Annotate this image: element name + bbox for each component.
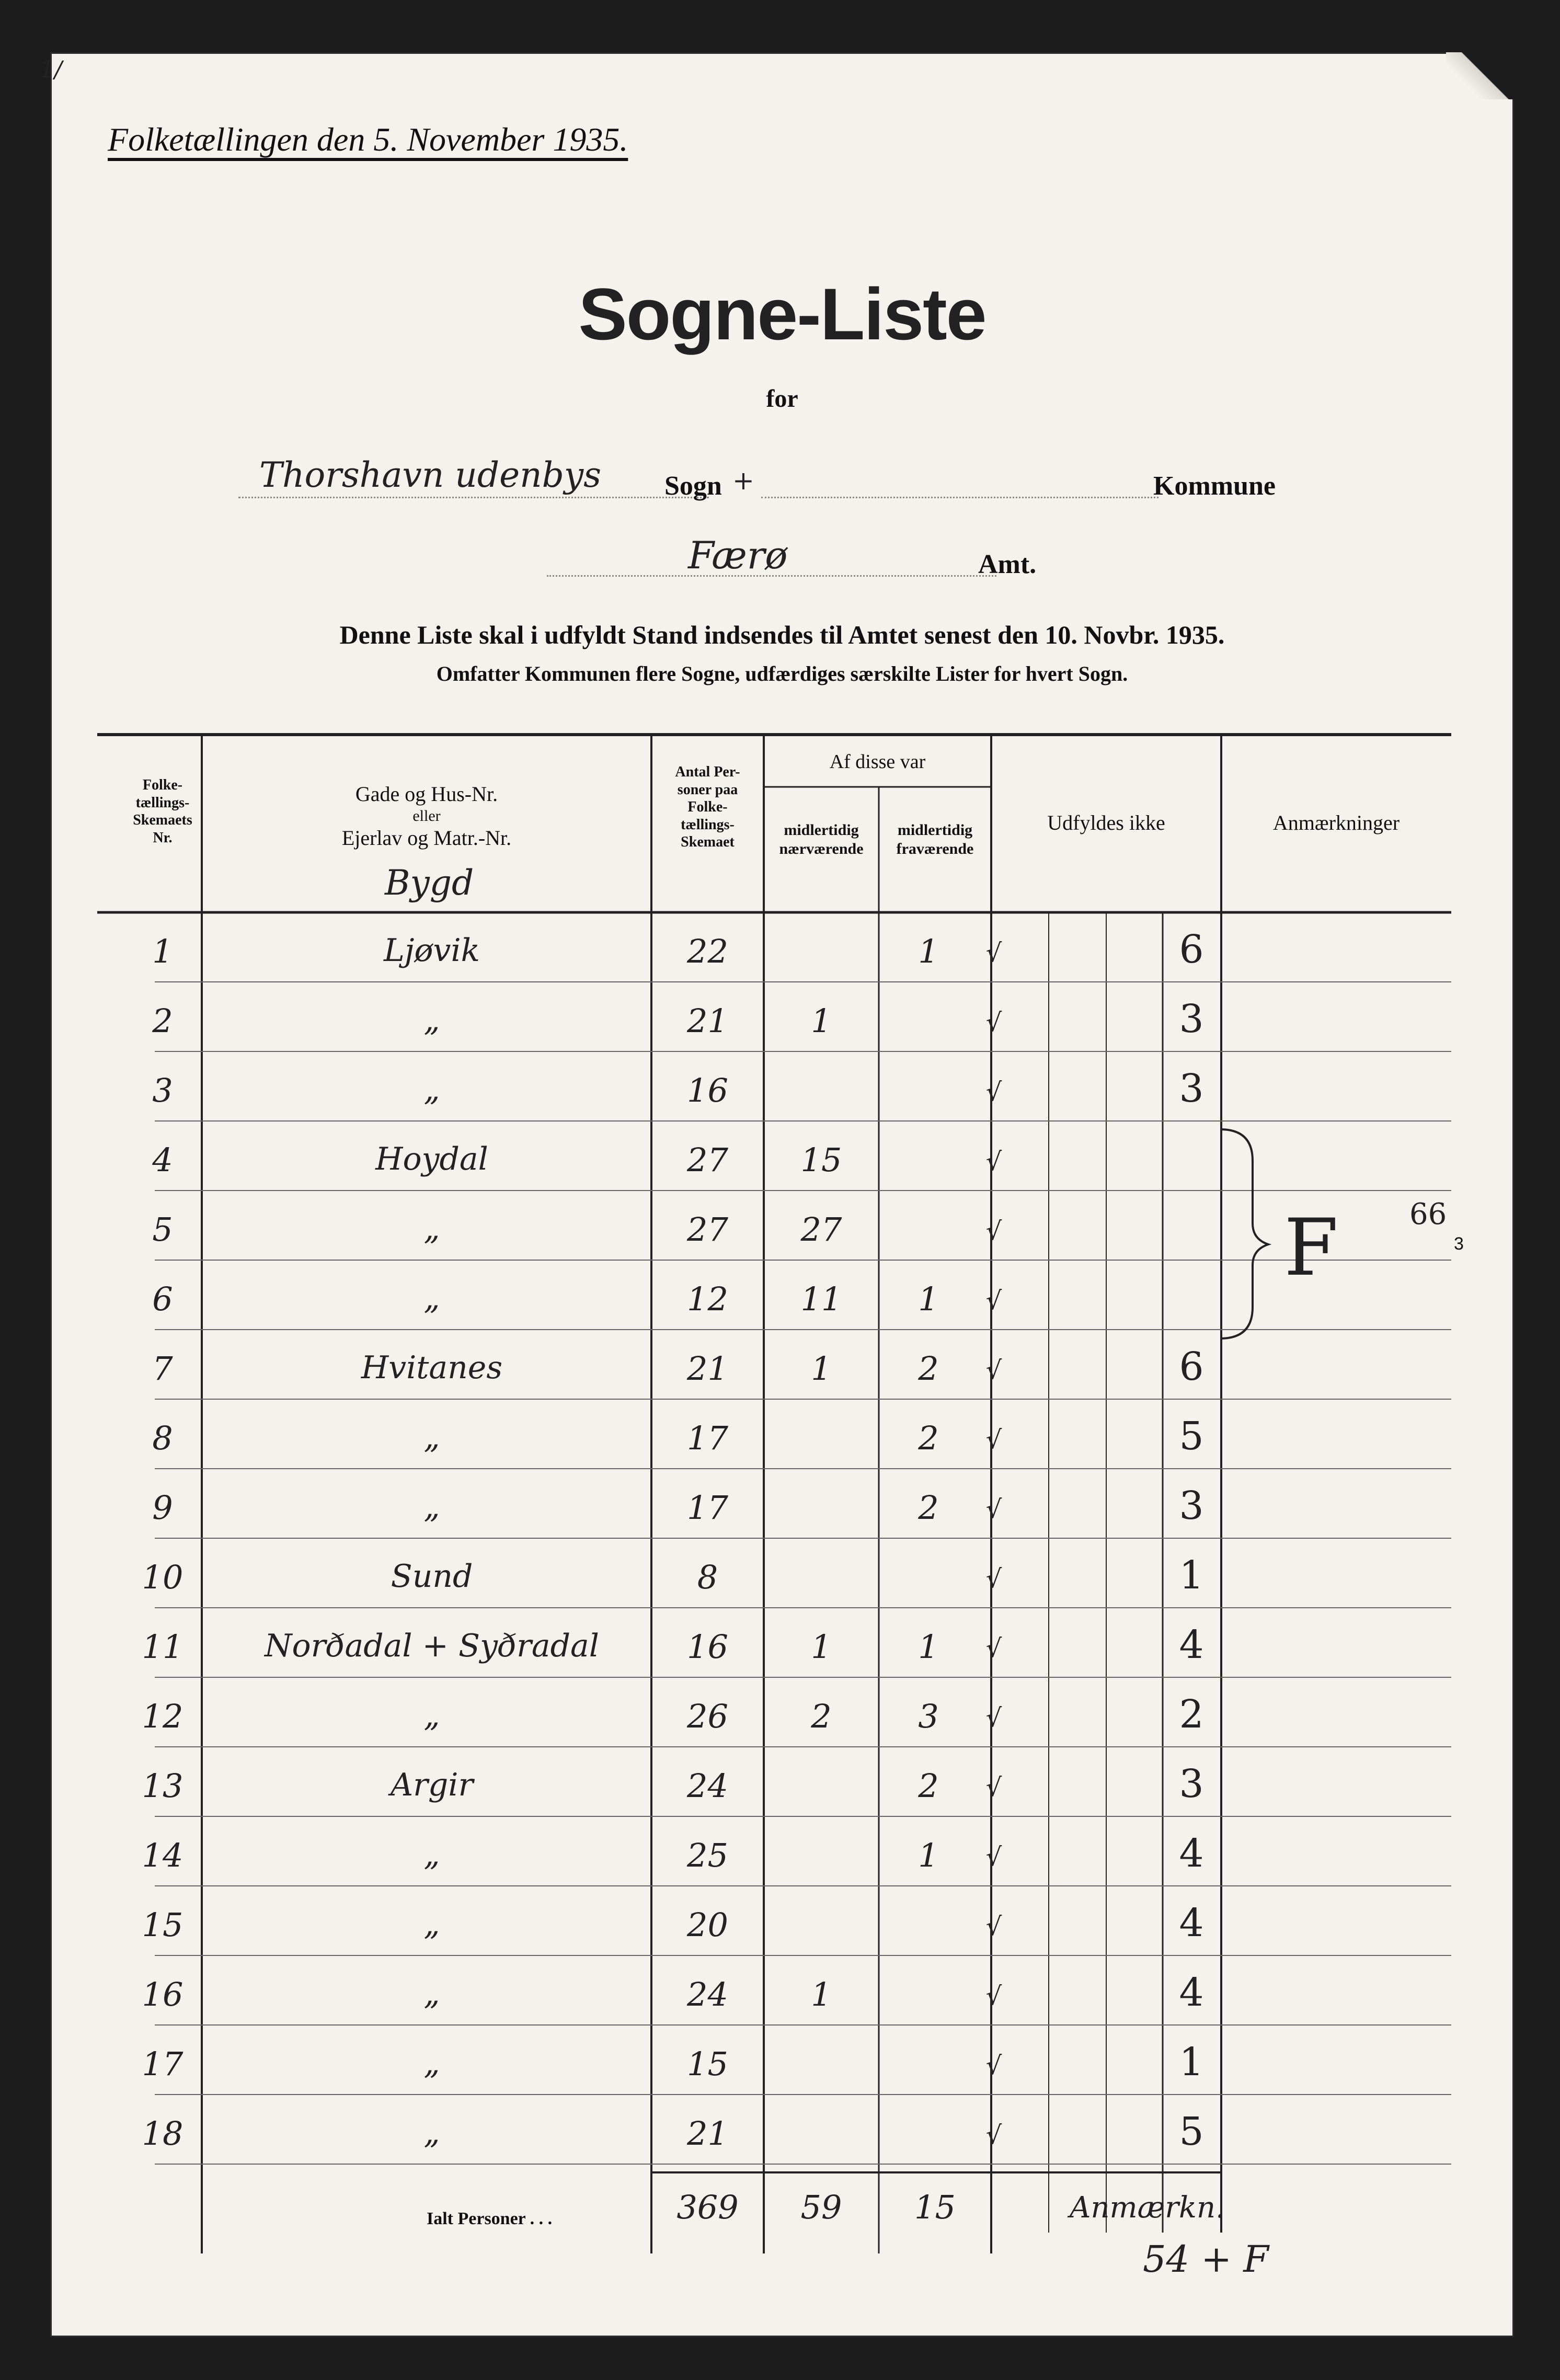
census-form-page (40, 52, 1514, 2337)
municipality-label: Kommune (1153, 471, 1276, 501)
row-nr: 13 (142, 1767, 183, 1805)
row-present: 15 (800, 1141, 842, 1179)
totals-persons: 369 (676, 2188, 739, 2226)
row-mark: 5 (1179, 1414, 1204, 1459)
row-nr: 8 (152, 1419, 173, 1457)
row-check: √ (985, 1078, 1002, 1107)
row-check: √ (985, 1286, 1002, 1315)
row-place: „ (423, 1071, 440, 1108)
row-absent: 1 (918, 1836, 939, 1874)
row-place: Hoydal (375, 1141, 488, 1177)
form-subtitle-for: for (766, 385, 798, 413)
row-absent: 1 (918, 932, 939, 970)
row-persons: 15 (687, 2045, 728, 2083)
page-number: 1/ (40, 56, 62, 83)
row-check: √ (985, 2051, 1002, 2080)
row-place: Sund (391, 1558, 473, 1595)
form-title: Sogne-Liste (578, 273, 986, 355)
row-check: √ (985, 1425, 1002, 1455)
row-persons: 17 (687, 1489, 728, 1527)
row-nr: 6 (152, 1280, 173, 1318)
row-mark: 3 (1179, 1483, 1204, 1528)
header-address: Gade og Hus-Nr. eller Ejerlav og Matr.-Nr. (341, 782, 512, 850)
row-absent: 1 (918, 1280, 939, 1318)
county-label: Amt. (978, 550, 1037, 579)
row-check: √ (985, 1773, 1002, 1802)
header-absent: midlertidig fraværende (896, 821, 974, 857)
row-check: √ (985, 939, 1002, 968)
row-mark: 5 (1179, 2109, 1204, 2154)
row-place: „ (423, 1975, 440, 2012)
row-nr: 12 (142, 1697, 183, 1735)
header-remarks: Anmærkninger (1272, 811, 1400, 834)
county-value: Færø (688, 533, 788, 577)
totals-note: Anmærkn. (1070, 2191, 1225, 2225)
row-present: 1 (811, 1628, 832, 1666)
row-present: 2 (811, 1697, 832, 1735)
parish-value: Thorshavn udenbys (259, 455, 602, 495)
row-place: „ (423, 1280, 440, 1317)
row-present: 27 (800, 1210, 842, 1249)
row-persons: 21 (687, 1002, 728, 1040)
row-present: 1 (811, 1349, 832, 1388)
row-persons: 24 (687, 1767, 728, 1805)
row-persons: 20 (687, 1906, 728, 1944)
row-persons: 25 (687, 1836, 728, 1874)
row-mark: 3 (1179, 997, 1204, 1042)
row-place: „ (423, 1836, 440, 1873)
row-absent: 1 (918, 1628, 939, 1666)
totals-absent: 15 (914, 2188, 956, 2226)
row-mark: 4 (1179, 1970, 1204, 2015)
row-mark: 1 (1179, 2040, 1204, 2085)
parish-label: Sogn (664, 471, 722, 501)
totals-note-2: 54 + F (1143, 2238, 1269, 2281)
row-persons: 21 (687, 2114, 728, 2153)
row-nr: 5 (152, 1210, 173, 1249)
parish-mark: + (732, 465, 754, 496)
row-mark: 4 (1179, 1831, 1204, 1876)
totals-present: 59 (800, 2188, 842, 2226)
row-absent: 2 (918, 1419, 939, 1457)
totals-label: Ialt Personer . . . (427, 2209, 553, 2228)
row-mark: 4 (1179, 1901, 1204, 1946)
row-place: „ (423, 1419, 440, 1456)
row-check: √ (985, 1703, 1002, 1733)
row-mark: 1 (1179, 1553, 1204, 1598)
header-nr: Folke- tællings- Skemaets Nr. (133, 777, 192, 846)
row-nr: 2 (152, 1002, 173, 1040)
header-group: Af disse var (829, 751, 926, 773)
row-mark: 6 (1179, 927, 1204, 972)
row-present: 1 (811, 1002, 832, 1040)
row-persons: 8 (697, 1558, 718, 1596)
row-nr: 1 (152, 932, 173, 970)
row-nr: 4 (152, 1141, 173, 1179)
row-place: „ (423, 1697, 440, 1734)
row-check: √ (985, 1634, 1002, 1663)
row-check: √ (985, 1008, 1002, 1037)
row-check: √ (985, 2121, 1002, 2150)
row-check: √ (985, 1147, 1002, 1176)
row-nr: 7 (152, 1349, 173, 1388)
row-persons: 27 (687, 1141, 728, 1179)
row-check: √ (985, 1217, 1002, 1246)
row-nr: 10 (142, 1558, 183, 1596)
row-check: √ (985, 1495, 1002, 1524)
row-mark: 3 (1179, 1761, 1204, 1806)
row-nr: 9 (152, 1489, 173, 1527)
remark-mark: F (1284, 1203, 1339, 1294)
row-present: 11 (800, 1280, 842, 1318)
row-persons: 27 (687, 1210, 728, 1249)
row-check: √ (985, 1843, 1002, 1872)
row-absent: 2 (918, 1767, 939, 1805)
remark-side-2: 3 (1454, 1234, 1464, 1254)
row-check: √ (985, 1982, 1002, 2011)
row-nr: 15 (142, 1906, 183, 1944)
row-check: √ (985, 1356, 1002, 1385)
row-place: „ (423, 2045, 440, 2081)
instruction-line-1: Denne Liste skal i udfyldt Stand indsendes til Amtet senest den 10. Novbr. 1935. (339, 620, 1225, 649)
row-persons: 16 (687, 1628, 728, 1666)
row-place: Norðadal + Syðradal (265, 1628, 599, 1664)
row-absent: 2 (918, 1349, 939, 1388)
row-place: Hvitanes (361, 1349, 503, 1386)
row-absent: 2 (918, 1489, 939, 1527)
row-present: 1 (811, 1975, 832, 2013)
header-persons: Antal Per- soner paa Folke- tællings- Skemaet (675, 764, 740, 851)
row-persons: 24 (687, 1975, 728, 2013)
row-nr: 18 (142, 2114, 183, 2153)
row-check: √ (985, 1912, 1002, 1941)
row-persons: 22 (687, 932, 728, 970)
header-not-filled: Udfyldes ikke (1047, 811, 1165, 834)
row-nr: 16 (142, 1975, 183, 2013)
row-nr: 14 (142, 1836, 183, 1874)
row-place: Argir (390, 1767, 474, 1803)
header-address-handwritten: Bygd (385, 863, 474, 903)
row-nr: 17 (142, 2045, 183, 2083)
row-place: „ (423, 1489, 440, 1525)
row-check: √ (985, 1564, 1002, 1594)
row-place: Ljøvik (383, 932, 480, 969)
row-persons: 17 (687, 1419, 728, 1457)
row-mark: 4 (1179, 1622, 1204, 1667)
census-title: Folketællingen den 5. November 1935. (108, 121, 628, 158)
row-persons: 26 (687, 1697, 728, 1735)
instruction-line-2: Omfatter Kommunen flere Sogne, udfærdiges særskilte Lister for hvert Sogn. (436, 662, 1128, 685)
row-nr: 3 (152, 1071, 173, 1109)
row-mark: 3 (1179, 1066, 1204, 1111)
row-place: „ (423, 1906, 440, 1942)
row-mark: 6 (1179, 1344, 1204, 1389)
row-place: „ (423, 1002, 440, 1038)
row-place: „ (423, 2114, 440, 2151)
row-persons: 12 (687, 1280, 728, 1318)
row-nr: 11 (142, 1628, 183, 1666)
row-mark: 2 (1179, 1692, 1204, 1737)
row-absent: 3 (918, 1697, 939, 1735)
row-persons: 21 (687, 1349, 728, 1388)
row-place: „ (423, 1210, 440, 1247)
header-present: midlertidig nærværende (779, 821, 864, 857)
remark-side-1: 66 (1409, 1197, 1447, 1231)
row-persons: 16 (687, 1071, 728, 1109)
